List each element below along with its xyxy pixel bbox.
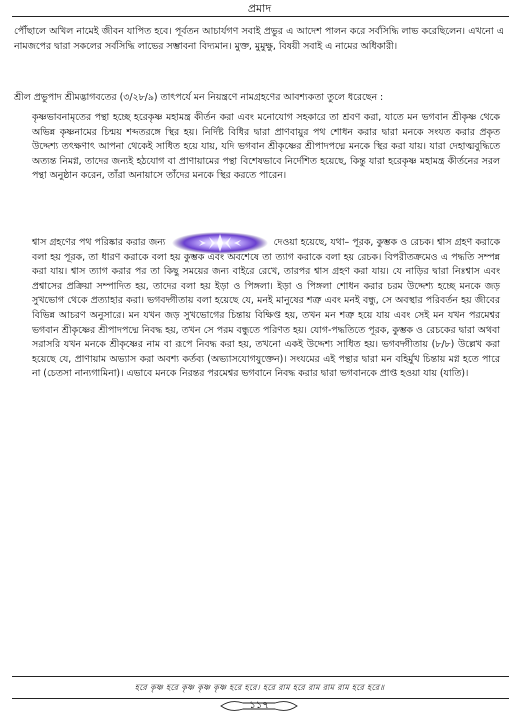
running-title: প্রমাদ	[247, 2, 272, 15]
page-number: ১১৭	[249, 700, 269, 711]
paragraph-text-before-image: শ্বাস গ্রহণের পথ পরিষ্কার করার জন্য	[32, 237, 166, 248]
header-rule	[12, 16, 509, 17]
paragraph-text-after-image: দেওয়া হয়েছে, যথা– পূরক, কুম্ভক ও রেচক। শ্বাস গ্রহণ করাকে বলা হয় পূরক, তা ধারণ করাকে বলা হয় কুম্ভক এবং অবশেষে তা ত্যাগ করাকে বলা হয় রেচক। বিপরীতক্রমেও এ পদ্ধতি সম্পন্ন করা যায়। শ্বাস ত্যাগ করার পর তা কিছু সময়ের জন্য বাইরে রেখে, তারপর শ্বাস গ্রহণ করা যায়। যে নাড়ির দ্বারা নিঃশ্বাস এবং প্রশ্বাসের প্রক্রিয়া সম্পাদিত হয়, তাদের বলা হয় ইড়া ও পিঙ্গলা। ইড়া ও পিঙ্গলা শোধন করার চরম উদ্দেশ্য হচ্ছে মনকে জড় সুখভোগ থেকে প্রত্যাহার করা। ভগবদ্গীতায় বলা হয়েছে যে, মনই মানুষের শত্রু এবং মনই বন্ধু, সে অবস্থার পরিবর্তন হয় জীবের বিভিন্ন আচরণ অনুসারে। মন যখন জড় সুখভোগের চিন্তায় বিক্ষিপ্ত হয়, তখন মন শত্রু হয়ে যায় এবং সেই মন যখন পরমেশ্বর ভগবান শ্রীকৃষ্ণের শ্রীপাদপদ্মে নিবদ্ধ হয়, তখন সে পরম বন্ধুতে পরিণত হয়। যোগ-পদ্ধতিতে পূরক, কুম্ভক ও রেচকের দ্বারা অথবা সরাসরি যখন মনকে শ্রীকৃষ্ণের নাম বা রূপে নিবদ্ধ করা হয়, তখনো একই উদ্দেশ্য সাধিত হয়। ভগবদ্গীতায় (৮/৮) উল্লেখ করা হয়েছে যে, প্রাণায়াম অভ্যাস করা অবশ্য কর্তব্য (অভ্যাসযোগযুক্তেন)। সংযমের এই পন্থার দ্বারা মন বহির্মুখ চিন্তায় মগ্ন হতে পারে না (চেতসা নান্যগামিনা)। এভাবে মনকে নিরন্তর পরমেশ্বর ভগবানে নিবদ্ধ করার দ্বারা ভগবানকে প্রাপ্ত হওয়া যায় (যাতি)।	[32, 237, 501, 380]
footer-mantra: হরে কৃষ্ণ হরে কৃষ্ণ কৃষ্ণ কৃষ্ণ হরে হরে। হরে রাম হরে রাম রাম রাম হরে হরে॥	[134, 683, 385, 692]
paragraph-2: শ্রীল প্রভুপাদ শ্রীমদ্ভাগবতের (৩/২৮/৯) তাৎপর্যে মন নিয়ন্ত্রণে নামগ্রহণের আবশ্যকতা তুলে ধরেছেন :	[14, 92, 384, 103]
quote-paragraph-1: কৃষ্ণভাবনামৃতের পন্থা হচ্ছে হরেকৃষ্ণ মহামন্ত্র কীর্তন করা এবং মনোযোগ সহকারে তা শ্রবণ করা, যাতে মন ভগবান শ্রীকৃষ্ণ থেকে অভিন্ন কৃষ্ণনামের চিন্ময় শব্দতরঙ্গে স্থির হয়। নির্দিষ্ট বিধির দ্বারা প্রাণবায়ুর পথ শোধন করার দ্বারা মনকে সংযত করার প্রকৃত উদ্দেশ্য তৎক্ষণাৎ আপনা থেকেই সাধিত হয়ে যায়, যদি ভগবান শ্রীকৃষ্ণের শ্রীপাদপদ্মে মনকে স্থির করা যায়। যারা দেহাত্মবুদ্ধিতে অত্যন্ত নিমগ্ন, তাদের জন্যই হঠযোগ বা প্রাণায়ামের পন্থা বিশেষভাবে নির্দেশিত হয়েছে, কিন্তু যারা হরেকৃষ্ণ মহামন্ত্র কীর্তনের সরল পন্থা অনুষ্ঠান করেন, তাঁরা অনায়াসে তাঁদের মনকে স্থির করতে পারেন।	[32, 112, 500, 182]
paragraph-1: পৌঁছালে অখিল নামেই জীবন যাপিত হবে। পূর্বতন আচার্যগণ সবাই প্রভুর এ আদেশ পালন করে সর্বসিদ্ধি লাভ করেছিলেন। এখনো এ নামজপের দ্বারা সকলের সর্বসিদ্ধি লাভের সম্ভাবনা বিদ্যমান। মুক্ত, মুমুক্ষু, বিষয়ী সবাই এ নামের অধিকারী।	[14, 26, 504, 52]
footer-rule-top	[12, 676, 509, 677]
quote-paragraph-2	[32, 236, 500, 382]
